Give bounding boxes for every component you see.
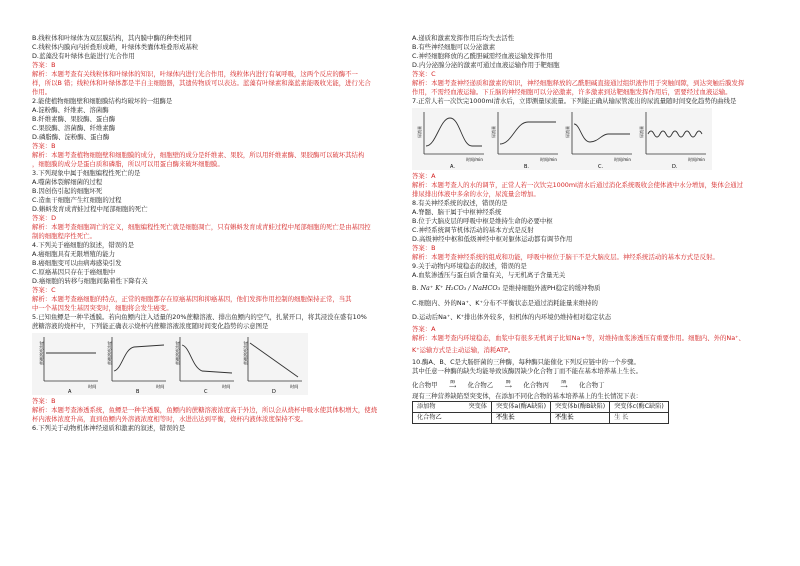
q8-option-a: A.脊髓、脑干属于中枢神经系统: [412, 208, 502, 216]
q4-option-d: D.癌细胞的转移与细胞间黏着性下降有关: [32, 277, 148, 285]
q8-option-c: C.神经系统调节机体活动的基本方式是反射: [412, 226, 534, 234]
q5-graphs: [32, 333, 308, 395]
q2-option-b: B.纤维素酶、果胶酶、蛋白酶: [32, 115, 116, 123]
q3-option-a: A.噬菌体裂解细菌的过程: [32, 178, 103, 186]
q6-explanation-2: 作用，不需经血液运输。下丘脑的神经细胞可以分泌激素，许多激素到达靶细胞发挥作用后，需要经过血液运输。: [412, 88, 732, 96]
q1-option-d: D.蓝藻没有叶绿体也能进行光合作用: [32, 52, 135, 60]
q5-figure: [32, 333, 388, 395]
q2-option-d: D.磷脂酶、淀粉酶、蛋白酶: [32, 133, 110, 141]
q2-option-a: A.淀粉酶、纤维素、溶菌酶: [32, 106, 109, 114]
q9-option-b: B. Na⁺ K⁺ H₂CO₃ / NaHCO₃ 是维持细胞外液PH稳定的缓冲物质: [412, 284, 601, 292]
graph-7b-xlabel: 时间/min: [540, 157, 557, 162]
q8-answer: 答案：B: [412, 244, 436, 252]
graph-7d-label: D.: [672, 164, 678, 170]
q2-answer: 答案：B: [32, 142, 56, 150]
q6-explanation-1: 解析：本题考查神经递质和激素的知识，神经细胞释放的乙酰胆碱直接通过组织液作用于突触间隙，到达突触后膜发挥: [412, 79, 745, 87]
graph-c-label: C: [204, 389, 208, 395]
table-cell: 不生长: [492, 413, 551, 424]
q8-stem: 8.有关神经系统的叙述，错误的是: [412, 199, 508, 207]
q5-explanation-1: 解析：本题考查渗透系统，鱼鳔是一种半透膜，鱼鳔内的蔗糖溶液浓度高于外边，所以会从烧杯中吸水使其体积增大，使烧: [32, 406, 378, 414]
graph-d-ylabel: 蔗糖溶液浓度: [243, 341, 248, 365]
q4-option-a: A.癌细胞具有无限增殖的能力: [32, 250, 115, 258]
q9-explanation-1: 解析：本题考查内环境稳态，血浆中有很多无机离子比如Na+等，对维持血浆渗透压有重要作用。细胞内、外的Na⁺、: [412, 334, 745, 342]
graph-d-label: D: [272, 389, 276, 395]
table-header-b: 突变体b(酶B缺陷): [550, 402, 609, 413]
q8-explanation: 解析：本题考查神经系统的组成和功能，呼吸中枢位于脑干不是大脑皮层。神经系统活动的基本方式是反射。: [412, 253, 719, 261]
q5-answer: 答案：B: [32, 397, 56, 405]
q10-stem-1: 10.酶A、B、C是大肠肝菌的三种酶，每种酶只能催化下列反应链中的一个步骤。: [412, 358, 640, 366]
graph-7a-xlabel: 时间/min: [466, 157, 483, 162]
q5-stem-1: 5.已知鱼鳔是一种半透膜。若向鱼鳔内注入适量的20%蔗糖溶液、排出鱼鳔内的空气，扎紧开口，将其浸没在盛有10%: [32, 313, 367, 321]
graph-a-xlabel: 时间: [88, 384, 97, 389]
q2-option-c: C.果胶酶、溶菌酶、纤维素酶: [32, 124, 116, 132]
table-row: [413, 413, 669, 424]
q9-formula: Na⁺ K⁺ H₂CO₃ / NaHCO₃: [420, 284, 501, 292]
graph-7c-label: C.: [598, 164, 604, 170]
q9-explanation-2: K⁺运输方式是主动运输，消耗ATP。: [412, 346, 515, 354]
q2-explanation-2: ，细胞膜的成分是蛋白质和磷脂，所以可以用蛋白酶来破坏细胞膜。: [32, 160, 224, 168]
graph-c-ylabel: 蔗糖溶液浓度: [175, 341, 180, 365]
q7-figure: [412, 108, 774, 170]
arrow-2: 酶 ⟶: [504, 380, 512, 390]
q1-explanation-1: 解析：本题考查有关线粒体和叶绿体的知识，叶绿体内进行光合作用，线粒体内进行有氧呼吸，这两个反应的酶不一: [32, 70, 358, 78]
q3-stem: 3.下列现象中属于细胞编程性死亡的是: [32, 169, 141, 177]
q3-answer: 答案：D: [32, 214, 57, 222]
q8-option-b: B.位于大脑皮层的呼吸中枢是维持生命的必要中枢: [412, 217, 553, 225]
graph-7b-ylabel: 尿流量: [491, 126, 496, 138]
table-header-corner: 添加物 突变体: [413, 402, 492, 413]
q2-stem: 2.能使植物细胞壁和细胞膜结构均破坏的一组酶是: [32, 97, 173, 105]
q4-option-c: C.原癌基因只存在于癌细胞中: [32, 268, 116, 276]
q4-answer: 答案：C: [32, 286, 56, 294]
q2-explanation-1: 解析：本题考查植物细胞壁和细胞膜的成分，细胞壁的成分是纤维素、果胶，所以用纤维素酶、果胶酶可以破坏其结构: [32, 151, 365, 159]
graph-7c-ylabel: 尿流量: [565, 126, 570, 138]
q4-stem: 4.下列关于癌细胞的叙述，错误的是: [32, 241, 134, 249]
arrow-3: 酶 ⟶: [560, 380, 568, 390]
q6-stem: 6.下列关于动物机体神经递质和激素的叙述，错误的是: [32, 424, 186, 432]
table-cell: 生 长: [610, 413, 669, 424]
q1-answer: 答案：B: [32, 61, 56, 69]
q6-option-b: B.有些神经细胞可以分泌激素: [412, 43, 496, 51]
q6-option-c: C.神经细胞释放的乙酰胆碱需经血液运输发挥作用: [412, 52, 553, 60]
q3-explanation-1: 解析：本题考查细胞凋亡的定义，细胞编程性死亡就是细胞凋亡，只有蝌蚪发育成青蛙过程中尾部细胞的死亡是由基因控: [32, 223, 371, 231]
q6-option-a: A.递质和激素发挥作用后均失去活性: [412, 34, 515, 42]
compound-yi: 化合物乙: [467, 381, 494, 389]
graph-7a-label: A.: [450, 164, 455, 170]
graph-b-label: B: [136, 389, 140, 395]
q1-explanation-2: 样，所以B 错；线粒体和叶绿体都是半自主细胞器，其遗传物质可以表达。蓝藻有叶绿素和藻蓝素能吸收光能，进行光合: [32, 79, 371, 87]
q6-option-d: D.内分泌腺分泌的激素可通过血液运输作用于靶细胞: [412, 61, 560, 69]
q3-option-c: C.造血干细胞产生红细胞的过程: [32, 196, 122, 204]
q5-explanation-2: 杯内液体浓度升高，直到鱼鳔内外溶液浓度相等时，水进出达到平衡，烧杯内液体浓度保持不变。: [32, 415, 307, 423]
graph-7d-ylabel: 尿流量: [639, 126, 644, 138]
graph-b-xlabel: 时间: [156, 384, 165, 389]
q4-explanation-1: 解析：本题考查癌细胞的特点，正常的细胞都存在原癌基因和抑癌基因，他们发挥作用控制的细胞保持正常，当其: [32, 295, 352, 303]
q7-answer: 答案：A: [412, 172, 436, 180]
q7-explanation-1: 解析：本题考查人的水的调节，正常人若一次饮完1000ml清水后通过消化系统吸收会使体液中水分增加，集体会通过: [412, 181, 744, 189]
q3-option-d: D.蝌蚪发育成青蛙过程中尾部细胞的死亡: [32, 205, 148, 213]
q7-explanation-2: 排尿排出体液中多余的水分，尿流量会增加。: [412, 190, 540, 198]
q7-graphs: [412, 108, 712, 170]
q9-option-a: A.血浆渗透压与蛋白质含量有关，与无机离子含量无关: [412, 271, 566, 279]
q7-stem: 7.正常人若一次饮完1000ml清水后，立即测量尿流量。下列能正确从输尿管流出的尿流量随时间变化趋势的曲线是: [412, 97, 737, 105]
graph-7a-ylabel: 尿流量: [417, 126, 422, 138]
q1-option-b: B.线粒体和叶绿体为双层膜结构，其内膜中酶的种类相同: [32, 34, 192, 42]
q10-table-intro: 现有三种营养缺陷型突变体，在添加不同化合物的基本培养基上的生长情况下表：: [412, 392, 643, 400]
q9-answer: 答案：A: [412, 325, 436, 333]
compound-ding: 化合物丁: [578, 381, 605, 389]
q9-option-c: C.细胞内、外的Na⁺、K⁺分布不平衡状态是通过消耗能量来维持的: [412, 299, 598, 307]
q10-stem-2: 其中任意一种酶的缺失均能导致该酶因缺少化合物丁而不能在基本培养基上生长。: [412, 367, 643, 375]
table-header-c: 突变体c(酶C缺陷): [610, 402, 669, 413]
graph-7d-xlabel: 时间/min: [688, 157, 705, 162]
graph-d-xlabel: 时间: [290, 384, 299, 389]
q6-answer: 答案：C: [412, 70, 436, 78]
graph-a-label: A: [68, 389, 72, 395]
arrow-1: 酶 ⟶: [449, 380, 457, 390]
q5-stem-2: 蔗糖溶液的烧杯中，下列能正确表示烧杯内蔗糖溶液浓度随时间变化趋势的示意图是: [32, 322, 269, 330]
q1-explanation-3: 作用。: [32, 88, 52, 96]
compound-jia: 化合物甲: [412, 381, 438, 389]
compound-bing: 化合物丙: [523, 381, 549, 389]
table-header-row: [413, 402, 669, 413]
q3-option-b: B.因创伤引起的细胞坏死: [32, 187, 103, 195]
table-header-a: 突变体a(酶A缺陷): [492, 402, 551, 413]
q9-option-d: D.运动后Na⁺、K⁺排出体外较多，但机体的内环境仍维持相对稳定状态: [412, 313, 612, 321]
table-cell: 化合物乙: [413, 413, 492, 424]
graph-7b-label: B.: [524, 164, 530, 170]
left-column: [32, 34, 388, 433]
graph-7c-xlabel: 时间/min: [614, 157, 631, 162]
q8-option-d: D.高级神经中枢和低级神经中枢对躯体运动都有调节作用: [412, 235, 573, 243]
q9-stem: 9.关于动物内环境稳态的叙述，错误的是: [412, 262, 527, 270]
q4-explanation-2: 中一个基因发生基因突变时，细胞将会发生癌变。: [32, 304, 173, 312]
table-cell: 不生长: [550, 413, 609, 424]
graph-b-ylabel: 蔗糖溶液浓度: [107, 341, 112, 365]
right-column: [412, 34, 774, 424]
graph-c-xlabel: 时间: [222, 384, 231, 389]
mutant-growth-table: [412, 401, 669, 424]
reaction-chain: [412, 380, 774, 390]
q4-option-b: B.癌细胞变可以由病毒感染引发: [32, 259, 122, 267]
q1-option-c: C.线粒体内膜向内折叠形成嵴，叶绿体类囊体堆叠形成基粒: [32, 43, 199, 51]
graph-a-ylabel: 蔗糖溶液浓度: [39, 341, 44, 365]
q3-explanation-2: 制的细胞程序性死亡。: [32, 232, 96, 240]
